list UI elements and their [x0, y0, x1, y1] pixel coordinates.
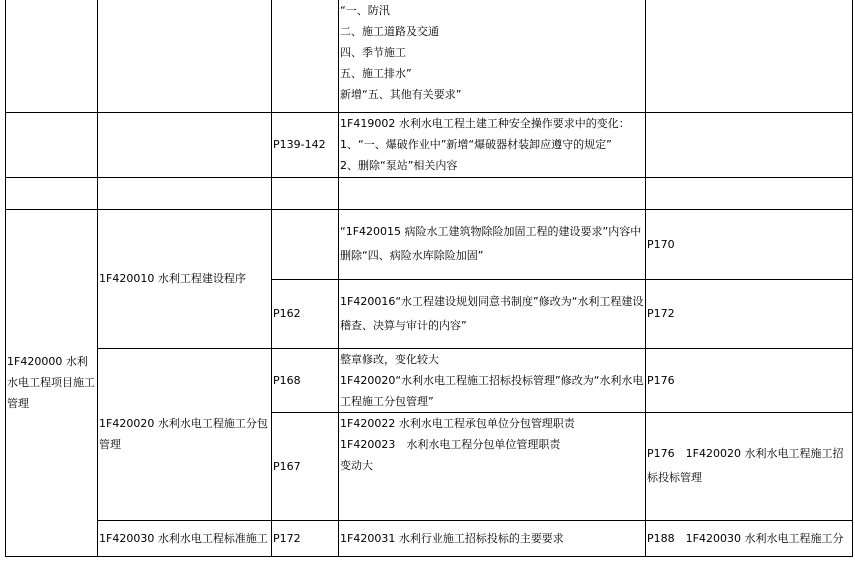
page-ref: P172 — [647, 307, 675, 320]
chapter-cell — [6, 0, 98, 112]
change-line: 1、“一、爆破作业中”新增“爆破器材装卸应遵守的规定” — [340, 138, 612, 151]
page-ref: P139-142 — [273, 138, 326, 151]
table-row — [6, 348, 853, 412]
change-cell — [339, 0, 646, 112]
page-ref: P188 1F420030 水利水电工程施工分 — [647, 531, 844, 545]
change-cell — [339, 209, 646, 279]
ref-cell — [646, 520, 853, 556]
chapter-cell — [6, 112, 98, 177]
change-line: 四、季节施工 — [340, 46, 406, 59]
page-ref: P176 — [647, 373, 675, 387]
change-text: “1F420015 病险水工建筑物除险加固工程的建设要求”内容中删除“四、病险水库除险加固” — [340, 225, 642, 262]
table-row — [6, 520, 853, 556]
section-cell — [98, 0, 272, 112]
comparison-table — [5, 0, 853, 557]
page-cell — [272, 279, 339, 348]
ref-cell — [646, 279, 853, 348]
section-cell — [98, 520, 272, 556]
change-line: 1F420031 水利行业施工招标投标的主要要求 — [340, 531, 564, 545]
section-title: 1F420010 水利工程建设程序 — [99, 272, 246, 285]
change-line: 二、施工道路及交通 — [340, 25, 439, 38]
ref-cell — [646, 112, 853, 177]
change-line: 五、施工排水” — [340, 67, 412, 80]
chapter-cell — [6, 209, 98, 556]
page-ref: P176 1F420020 水利水电工程施工招标投标管理 — [647, 447, 844, 484]
section-cell — [98, 348, 272, 520]
empty-cell — [6, 177, 98, 209]
ref-cell — [646, 209, 853, 279]
empty-cell — [646, 177, 853, 209]
ref-cell — [646, 412, 853, 520]
chapter-title: 1F420000 水利水电工程项目施工管理 — [7, 355, 95, 410]
empty-cell — [339, 177, 646, 209]
table-row — [6, 177, 853, 209]
table-row — [6, 209, 853, 279]
change-line: 2、删除“泵站”相关内容 — [340, 159, 458, 172]
empty-cell — [272, 177, 339, 209]
change-line: 新增“五、其他有关要求” — [340, 88, 462, 101]
change-line: 1F420022 水利水电工程承包单位分包管理职责 — [340, 416, 575, 430]
page-cell — [272, 412, 339, 520]
change-cell — [339, 348, 646, 412]
ref-cell — [646, 348, 853, 412]
change-text: 1F420020“水利水电工程施工招标投标管理”修改为“水利水电工程施工分包管理” — [340, 373, 644, 408]
change-cell — [339, 279, 646, 348]
change-cell — [339, 520, 646, 556]
page-cell — [272, 520, 339, 556]
ref-cell — [646, 0, 853, 112]
change-line: 整章修改，变化较大 — [340, 352, 439, 366]
page-ref: P168 — [273, 373, 301, 387]
section-title: 1F420030 水利水电工程标准施工 — [99, 531, 268, 545]
empty-cell — [98, 177, 272, 209]
section-cell — [98, 209, 272, 348]
page-cell — [272, 0, 339, 112]
page-ref: P172 — [273, 531, 301, 545]
table-row — [6, 0, 853, 112]
change-line: 变动大 — [340, 458, 373, 472]
page-ref: P167 — [273, 459, 301, 473]
change-cell — [339, 412, 646, 520]
page-cell — [272, 209, 339, 279]
page-ref: P162 — [273, 307, 301, 320]
section-title: 1F420020 水利水电工程施工分包管理 — [99, 417, 268, 451]
change-line: “一、防汛 — [340, 4, 390, 17]
section-cell — [98, 112, 272, 177]
change-text: 1F420016“水工程建设规划同意书制度”修改为“水利工程建设稽查、决算与审计的内容” — [340, 294, 644, 332]
page-ref: P170 — [647, 237, 675, 251]
change-line: 1F419002 水利水电工程土建工种安全操作要求中的变化： — [340, 117, 630, 130]
page-cell — [272, 112, 339, 177]
page-cell — [272, 348, 339, 412]
change-cell — [339, 112, 646, 177]
table-row — [6, 112, 853, 177]
change-line: 1F420023 水利水电工程分包单位管理职责 — [340, 437, 561, 451]
